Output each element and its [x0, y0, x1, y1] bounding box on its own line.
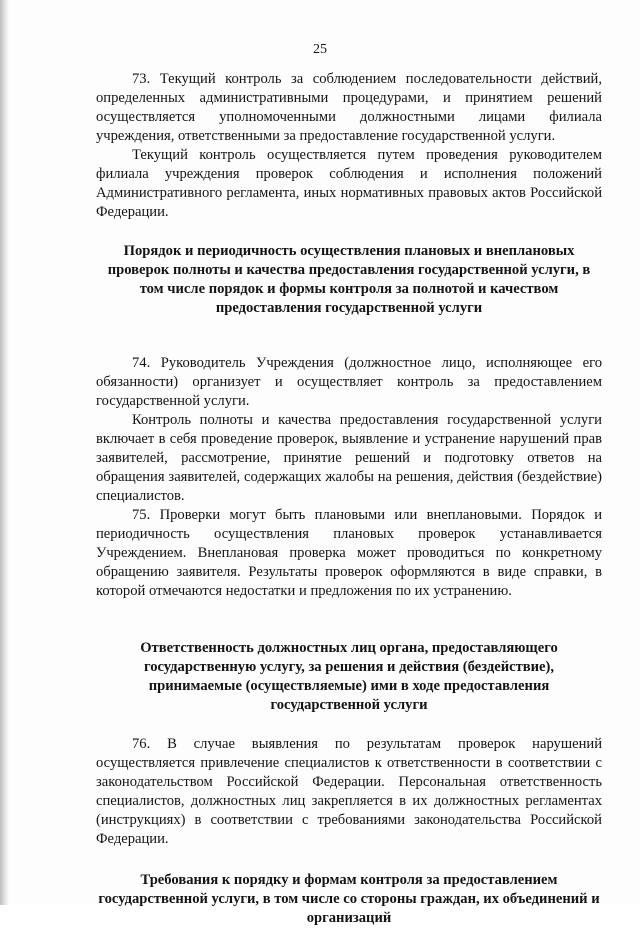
paragraph-74: 74. Руководитель Учреждения (должностное лицо, исполняющее его обязанности) организует и осуществляет контроль за предоставлением государственной услуги. [96, 355, 602, 409]
paragraph-73: 73. Текущий контроль за соблюдением последовательности действий, определенных административными процедурами, и принятием решений осуществляется уполномоченными должностными лицами филиала учреждения, ответственными за предоставление государственной услуги. [96, 71, 602, 144]
paragraph-76: 76. В случае выявления по результатам проверок нарушений осуществляется привлечение специалистов к ответственности в соответствии с законодательством Российской Федерации. Персональная ответственность специалистов, должностных лиц закрепляется в их должностных регламентах (инструкциях) в соответствии с требованиями законодательства Российской Федерации. [96, 736, 602, 847]
paragraph-74-quality-control: Контроль полноты и качества предоставления государственной услуги включает в себя проведение проверок, выявление и устранение нарушений прав заявителей, рассмотрение, принятие решений и подготовку ответов на обращения заявителей, содержащих жалобы на решения, действия (бездействие) специалистов. [96, 412, 602, 504]
paragraph-73-current-control: Текущий контроль осуществляется путем проведения руководителем филиала учреждения проверок соблюдения и исполнения положений Административного регламента, иных нормативных правовых актов Российской Федерации. [96, 147, 602, 220]
paragraph-75: 75. Проверки могут быть плановыми или внеплановыми. Порядок и периодичность осуществления плановых проверок устанавливается Учреждением. Внеплановая проверка может проводиться по конкретному обращению заявителя. Результаты проверок оформляются в виде справки, в которой отмечаются недостатки и предложения по их устранению. [96, 507, 602, 599]
page-number: 25 [313, 42, 327, 57]
section-heading-control-requirements: Требования к порядку и формам контроля за предоставлением государственной услуги, в том числе со стороны граждан, их объединений и организаций [98, 872, 600, 926]
section-heading-inspections: Порядок и периодичность осуществления плановых и внеплановых проверок полноты и качества предоставления государственной услуги, в том числе порядок и формы контроля за полнотой и качеством предоставления государственной услуги [107, 243, 591, 316]
document-body [96, 70, 602, 928]
section-heading-responsibility: Ответственность должностных лиц органа, предоставляющего государственную услугу, за решения и действия (бездействие), принимаемые (осуществляемые) ими в ходе предоставления государственной услуги [140, 640, 558, 713]
scan-shadow-edge [0, 0, 9, 905]
